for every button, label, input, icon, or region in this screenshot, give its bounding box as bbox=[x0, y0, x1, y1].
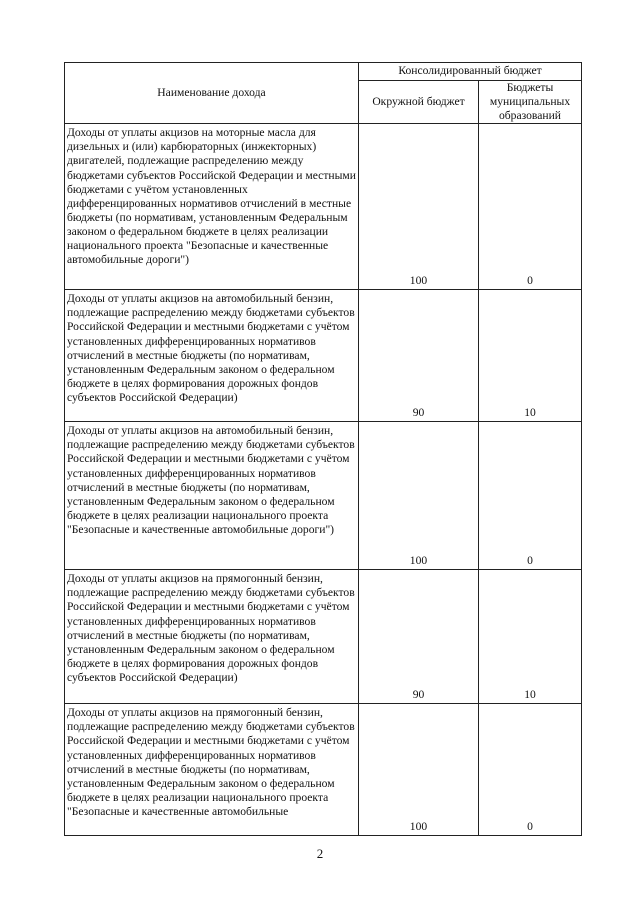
row-district-value: 100 bbox=[359, 704, 479, 836]
header-municipal-budgets: Бюджеты муниципальных образований bbox=[479, 81, 582, 124]
row-municipal-value: 0 bbox=[479, 124, 582, 290]
row-municipal-value: 10 bbox=[479, 290, 582, 422]
row-municipal-value: 10 bbox=[479, 570, 582, 704]
row-district-value: 100 bbox=[359, 422, 479, 570]
row-income-name: Доходы от уплаты акцизов на автомобильный бензин, подлежащие распределению между бюджетами субъектов Российской Федерации и местными бюджетами с учётом установленных дифференцированных нормативов отчислений в местные бюджеты (по нормативам, установленным Федеральным законом о федеральном бюджете в целях реализации национального проекта "Безопасные и качественные автомобильные дороги") bbox=[65, 422, 359, 570]
table-row bbox=[65, 290, 582, 422]
row-income-name: Доходы от уплаты акцизов на автомобильный бензин, подлежащие распределению между бюджетами субъектов Российской Федерации и местными бюджетами с учётом установленных дифференцированных нормативов отчислений в местные бюджеты (по нормативам, установленным Федеральным законом о федеральном бюджете в целях формирования дорожных фондов субъектов Российской Федерации) bbox=[65, 290, 359, 422]
row-income-name: Доходы от уплаты акцизов на моторные масла для дизельных и (или) карбюраторных (инжекторных) двигателей, подлежащие распределению между бюджетами субъектов Российской Федерации и местными бюджетами с учётом установленных дифференцированных нормативов отчислений в местные бюджеты (по нормативам, установленным Федеральным законом о федеральном бюджете в целях реализации национального проекта "Безопасные и качественные автомобильные дороги") bbox=[65, 124, 359, 290]
row-income-name: Доходы от уплаты акцизов на прямогонный бензин, подлежащие распределению между бюджетами субъектов Российской Федерации и местными бюджетами с учётом установленных дифференцированных нормативов отчислений в местные бюджеты (по нормативам, установленным Федеральным законом о федеральном бюджете в целях формирования дорожных фондов субъектов Российской Федерации) bbox=[65, 570, 359, 704]
table-row bbox=[65, 124, 582, 290]
row-municipal-value: 0 bbox=[479, 422, 582, 570]
page-number: 2 bbox=[316, 846, 324, 861]
header-district-budget: Окружной бюджет bbox=[359, 81, 479, 124]
header-consolidated-budget: Консолидированный бюджет bbox=[359, 63, 582, 81]
row-district-value: 90 bbox=[359, 570, 479, 704]
row-municipal-value: 0 bbox=[479, 704, 582, 836]
row-district-value: 90 bbox=[359, 290, 479, 422]
header-income-name: Наименование дохода bbox=[65, 63, 359, 124]
table-row bbox=[65, 704, 582, 836]
revenue-table bbox=[64, 62, 582, 836]
table-row bbox=[65, 422, 582, 570]
row-district-value: 100 bbox=[359, 124, 479, 290]
table-row bbox=[65, 570, 582, 704]
row-income-name: Доходы от уплаты акцизов на прямогонный бензин, подлежащие распределению между бюджетами субъектов Российской Федерации и местными бюджетами с учётом установленных дифференцированных нормативов отчислений в местные бюджеты (по нормативам, установленным Федеральным законом о федеральном бюджете в целях реализации национального проекта "Безопасные и качественные автомобильные bbox=[65, 704, 359, 836]
